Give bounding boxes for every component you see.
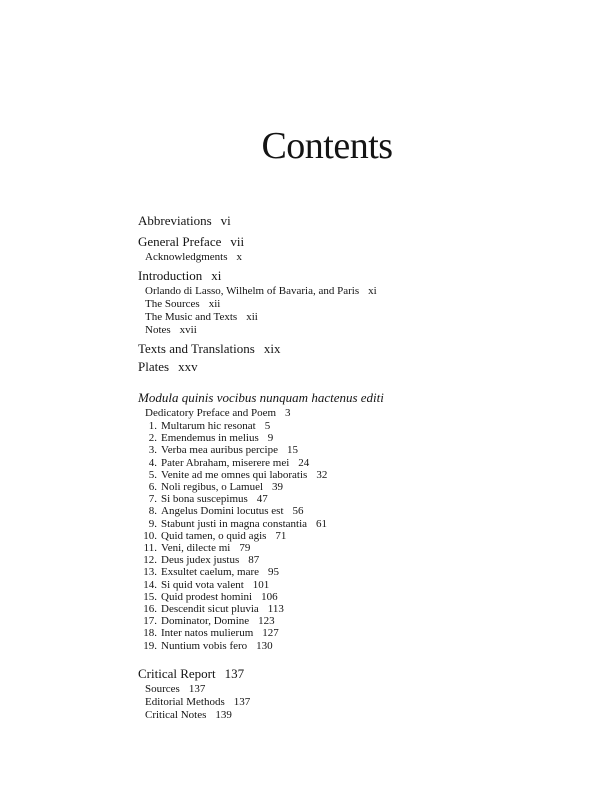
piece-number: 18.: [143, 627, 157, 640]
entry-label: Abbreviations: [138, 213, 212, 228]
entry-page: 5: [264, 420, 271, 432]
entry-label: Editorial Methods: [145, 695, 225, 708]
entry-page: 32: [316, 468, 328, 481]
entry-page: 95: [268, 566, 280, 579]
toc-entry-piece[interactable]: [138, 505, 578, 517]
toc-entry-piece[interactable]: [138, 518, 578, 530]
entry-label: Descendit sicut pluvia: [161, 603, 259, 616]
toc-entry-editorial-methods[interactable]: [138, 696, 578, 709]
piece-number: 8.: [148, 505, 157, 518]
toc-entry-piece[interactable]: [138, 542, 578, 554]
entry-page: 113: [267, 603, 284, 616]
entry-label: Dedicatory Preface and Poem: [145, 407, 277, 419]
entry-label: Quid tamen, o quid agis: [161, 529, 267, 542]
piece-number: 19.: [143, 639, 157, 652]
entry-page: 56: [292, 505, 304, 518]
entry-label: Veni, dilecte mi: [161, 542, 231, 555]
entry-label: Venite ad me omnes qui laboratis: [161, 468, 308, 481]
entry-label: Critical Report: [138, 665, 216, 681]
toc-entry-acknowledgments[interactable]: [138, 251, 578, 264]
toc-entry-piece[interactable]: [138, 591, 578, 603]
page-title: Contents: [261, 125, 393, 167]
entry-label: Noli regibus, o Lamuel: [161, 481, 264, 494]
entry-label: Orlando di Lasso, Wilhelm of Bavaria, and Paris: [145, 285, 360, 297]
entry-page: 139: [215, 708, 232, 721]
piece-number: 13.: [143, 566, 157, 579]
entry-page: 123: [258, 615, 275, 628]
piece-number: 10.: [143, 529, 157, 542]
entry-page: x: [236, 251, 242, 263]
piece-number: 4.: [148, 456, 157, 469]
toc-entry-dedicatory[interactable]: [138, 407, 578, 420]
toc-entry-piece[interactable]: [138, 420, 578, 432]
piece-number: 6.: [148, 481, 157, 494]
entry-label: Dominator, Domine: [161, 615, 250, 628]
entry-label: Sources: [145, 682, 180, 695]
piece-number: 9.: [148, 517, 157, 530]
toc-entry-introduction[interactable]: [138, 267, 578, 285]
toc-entry-texts-translations[interactable]: [138, 340, 578, 358]
toc-entry-orlando[interactable]: [138, 285, 578, 298]
entry-label: Quid prodest homini: [161, 590, 253, 603]
entry-page: 47: [256, 493, 268, 506]
piece-number: 12.: [143, 554, 157, 567]
entry-label: Inter natos mulierum: [161, 627, 254, 640]
piece-number: 17.: [143, 615, 157, 628]
piece-number: 14.: [143, 578, 157, 591]
piece-number: 15.: [143, 590, 157, 603]
entry-page: 15: [286, 444, 298, 457]
entry-page: 79: [239, 542, 251, 555]
entry-page: 9: [267, 432, 274, 445]
toc-entry-critical-report[interactable]: [138, 665, 578, 683]
entry-page: 137: [233, 695, 251, 708]
entry-page: 106: [261, 590, 278, 603]
entry-label: Critical Notes: [145, 708, 207, 721]
piece-number: 5.: [148, 468, 157, 481]
toc-entry-piece[interactable]: [138, 469, 578, 481]
entry-page: 130: [256, 639, 273, 652]
piece-number: 16.: [143, 603, 157, 616]
entry-page: xi: [368, 285, 377, 297]
entry-page: 127: [262, 627, 279, 640]
entry-label: Plates: [138, 359, 170, 374]
entry-label: Pater Abraham, miserere mei: [161, 456, 290, 469]
entry-page: 24: [298, 456, 310, 469]
toc-entry-piece[interactable]: [138, 432, 578, 444]
entry-label: Acknowledgments: [145, 251, 228, 263]
entry-label: Angelus Domini locutus est: [161, 505, 284, 518]
toc-entry-piece[interactable]: [138, 627, 578, 639]
toc-entry-critical-notes[interactable]: [138, 709, 578, 722]
toc-entry-general-preface[interactable]: [138, 233, 578, 251]
entry-page: vi: [220, 213, 231, 228]
toc-entry-plates[interactable]: [138, 358, 578, 376]
table-of-contents: [138, 212, 578, 722]
piece-number: 1.: [148, 420, 157, 432]
entry-label: Si quid vota valent: [161, 578, 244, 591]
entry-page: 87: [248, 554, 260, 567]
toc-entry-piece[interactable]: [138, 457, 578, 469]
toc-entry-sources[interactable]: [138, 683, 578, 696]
toc-entry-piece[interactable]: [138, 493, 578, 505]
entry-label: General Preface: [138, 234, 222, 249]
entry-label: Nuntium vobis fero: [161, 639, 248, 652]
toc-entry-piece[interactable]: [138, 554, 578, 566]
toc-entry-abbreviations[interactable]: [138, 212, 578, 230]
toc-entry-piece[interactable]: [138, 566, 578, 578]
toc-entry-piece[interactable]: [138, 444, 578, 456]
toc-entry-piece[interactable]: [138, 579, 578, 591]
entry-label: Notes: [145, 324, 171, 336]
entry-label: Si bona suscepimus: [161, 493, 248, 506]
entry-label: Exsultet caelum, mare: [161, 566, 260, 579]
piece-number: 11.: [143, 542, 157, 555]
collection-title: Modula quinis vocibus nunquam hactenus editi: [138, 390, 384, 405]
entry-label: Introduction: [138, 268, 203, 283]
toc-entry-sources-intro[interactable]: [138, 298, 578, 311]
piece-number: 7.: [148, 493, 157, 506]
toc-entry-piece[interactable]: [138, 603, 578, 615]
entry-label: Deus judex justus: [161, 554, 240, 567]
entry-label: Stabunt justi in magna constantia: [161, 517, 308, 530]
toc-entry-piece[interactable]: [138, 530, 578, 542]
entry-page: 137: [188, 682, 206, 695]
toc-entry-music-texts[interactable]: [138, 311, 578, 324]
toc-entry-piece[interactable]: [138, 640, 578, 652]
entry-page: 61: [316, 517, 328, 530]
entry-label: The Music and Texts: [145, 311, 238, 323]
entry-page: 39: [272, 481, 284, 494]
entry-page: xvii: [179, 324, 197, 336]
entry-page: xii: [208, 298, 221, 310]
entry-page: xix: [263, 341, 281, 356]
entry-page: 71: [275, 529, 287, 542]
piece-number: 3.: [148, 444, 157, 457]
entry-page: 101: [252, 578, 270, 591]
entry-page: xxv: [178, 359, 198, 374]
entry-label: The Sources: [145, 298, 200, 310]
toc-entry-notes[interactable]: [138, 324, 578, 337]
entry-page: xii: [246, 311, 258, 323]
entry-page: vii: [230, 234, 245, 249]
toc-entry-piece[interactable]: [138, 481, 578, 493]
entry-label: Multarum hic resonat: [161, 420, 256, 432]
entry-label: Verba mea auribus percipe: [161, 444, 278, 457]
piece-list: [138, 420, 578, 652]
entry-page: xi: [211, 268, 222, 283]
piece-number: 2.: [148, 432, 157, 445]
toc-entry-piece[interactable]: [138, 615, 578, 627]
entry-label: Emendemus in melius: [161, 432, 259, 445]
entry-page: 3: [285, 407, 291, 419]
entry-label: Texts and Translations: [138, 341, 255, 356]
entry-page: 137: [224, 665, 245, 681]
